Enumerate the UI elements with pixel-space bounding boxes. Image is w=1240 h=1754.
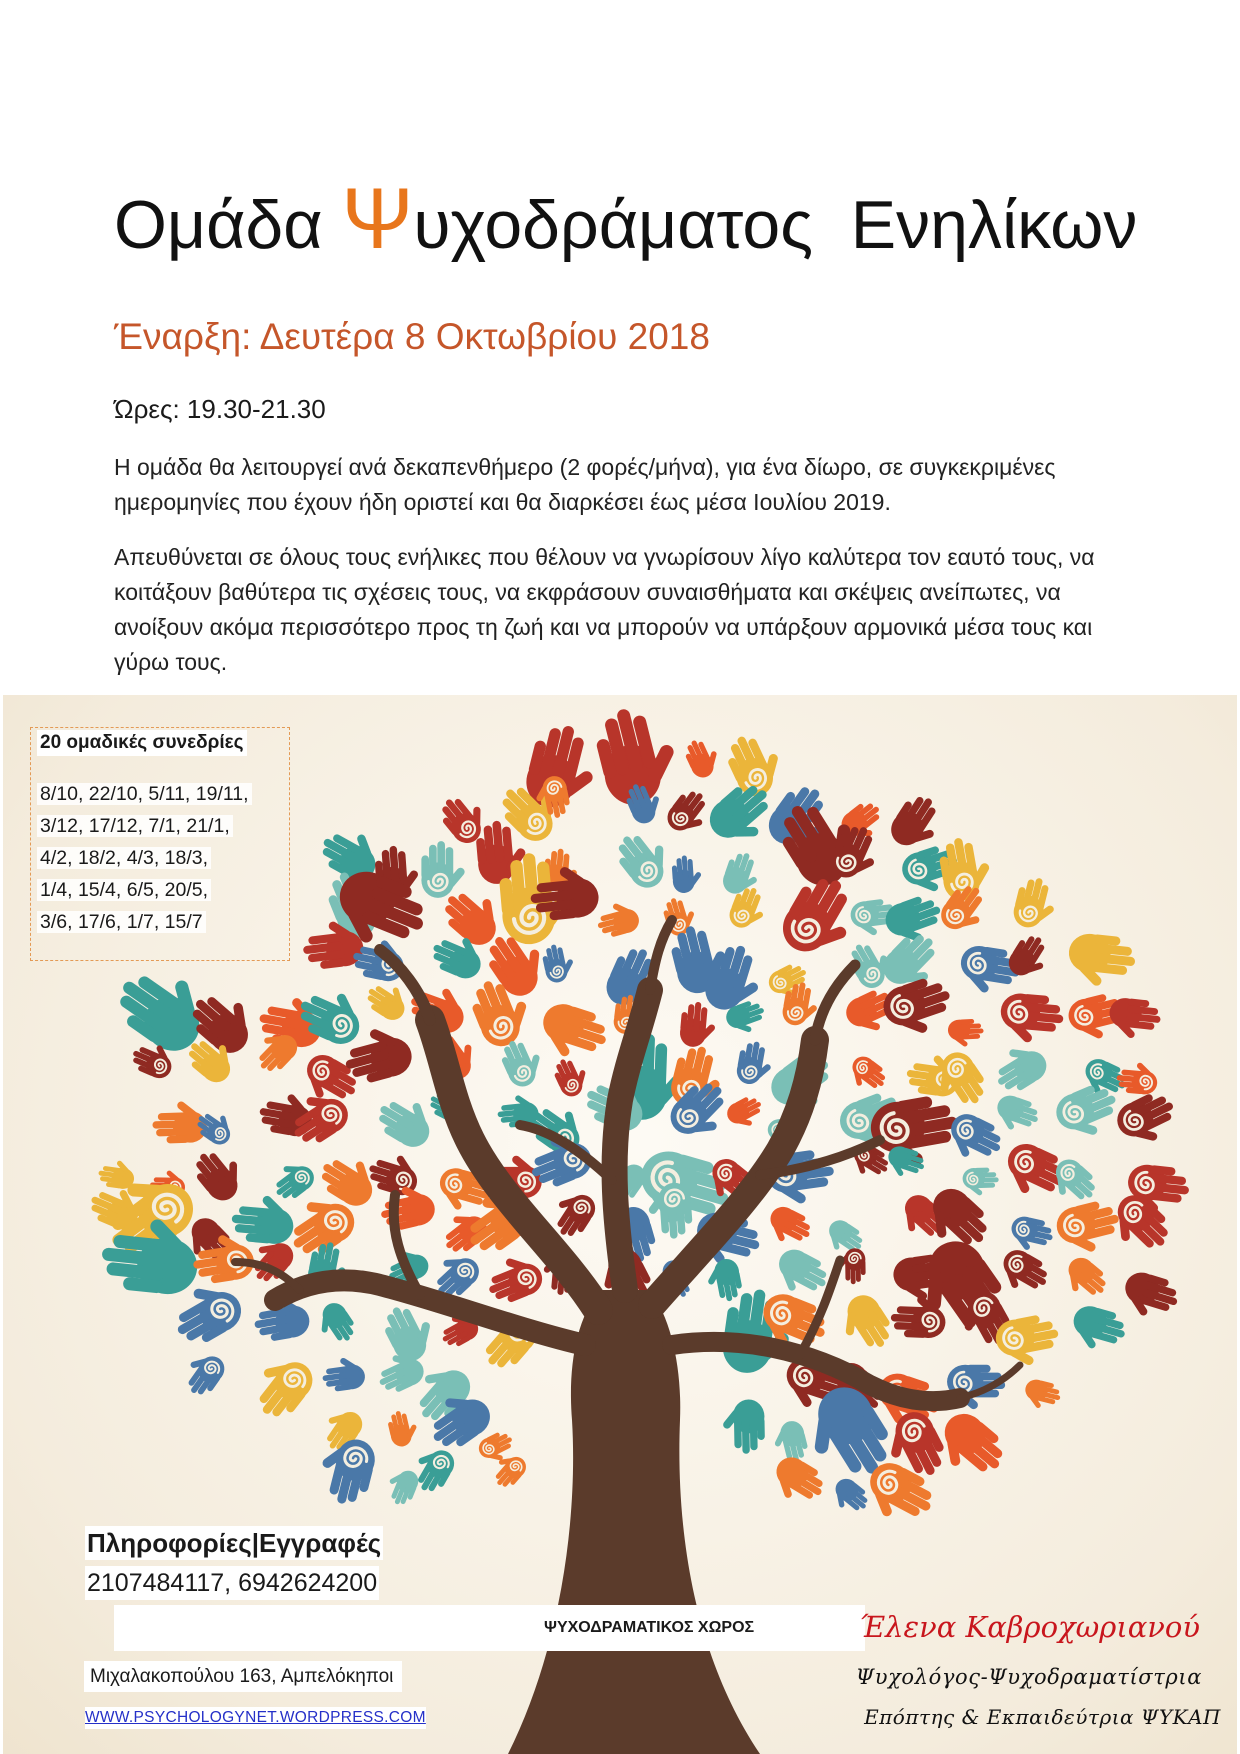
hand-print	[831, 1289, 898, 1360]
hand-print	[1107, 997, 1162, 1043]
title-text-start: Ομάδα	[114, 187, 342, 263]
hand-print	[266, 1154, 319, 1205]
hand-print	[947, 1018, 984, 1048]
presenter-credentials: Επόπτης & Εκπαιδεύτρια ΨΥΚΑΠ	[864, 1705, 1221, 1729]
hand-print	[1115, 1060, 1158, 1096]
session-dates-line	[37, 842, 252, 874]
hand-print	[382, 1465, 422, 1509]
session-dates-line	[37, 874, 252, 906]
hand-print	[540, 941, 577, 984]
hand-print	[1118, 1268, 1182, 1325]
hand-print	[421, 841, 466, 898]
hand-print	[826, 1474, 873, 1520]
paragraph-line: γύρω τους.	[114, 649, 228, 675]
sessions-heading: 20 ομαδικές συνεδρίες	[37, 730, 247, 756]
hand-print	[534, 999, 613, 1069]
hand-print	[993, 1245, 1054, 1302]
venue-label: ΨΥΧΟΔΡΑΜΑΤΙΚΟΣ ΧΩΡΟΣ	[544, 1619, 755, 1636]
paragraph-line: κοιτάξουν βαθύτερα τις σχέσεις τους, να εκφράσουν συναισθήματα και σκέψεις ανείπωτες, να	[114, 579, 1061, 605]
hand-print	[311, 1298, 361, 1350]
hand-print	[320, 1354, 366, 1393]
hand-print	[681, 734, 725, 782]
hand-print	[991, 1092, 1042, 1138]
sessions-box	[30, 727, 290, 961]
hand-print	[998, 992, 1065, 1047]
hand-print	[1053, 1197, 1126, 1260]
hand-print	[723, 1092, 768, 1134]
tree-branch	[815, 965, 855, 1040]
hand-print	[843, 1052, 891, 1098]
hand-print	[550, 1052, 594, 1100]
start-date: Έναρξη: Δευτέρα 8 Οκτωβρίου 2018	[114, 316, 710, 357]
hand-print	[371, 1087, 441, 1154]
hand-print	[679, 1001, 719, 1049]
hand-print	[662, 785, 717, 842]
hand-print	[1066, 932, 1138, 992]
hand-print	[481, 1248, 547, 1308]
hand-print	[152, 1099, 208, 1144]
venue-box	[114, 1605, 865, 1651]
hand-print	[1021, 1377, 1063, 1413]
hand-print	[243, 1347, 320, 1427]
session-dates-text: 4/2, 18/2, 4/3, 18/3,	[37, 847, 211, 869]
hand-print	[192, 1104, 239, 1149]
website-link[interactable]: WWW.PSYCHOLOGYNET.WORDPRESS.COM	[85, 1707, 426, 1729]
session-hours: Ώρες: 19.30-21.30	[114, 394, 326, 424]
hand-print	[703, 1257, 744, 1305]
hand-print	[1057, 1252, 1112, 1306]
title-psi-letter: Ψ	[341, 171, 414, 267]
flyer-title	[114, 171, 1138, 267]
hand-print	[1067, 1302, 1130, 1357]
presenter-role: Ψυχολόγος-Ψυχοδραματίστρια	[855, 1665, 1202, 1689]
sessions-dates	[37, 778, 252, 938]
hand-print	[719, 849, 765, 900]
hand-print	[187, 1140, 252, 1207]
hand-print	[885, 789, 951, 858]
hand-print	[986, 1036, 1052, 1098]
presenter-name: Έλενα Καβροχωριανού	[859, 1610, 1200, 1644]
hand-print	[1010, 874, 1062, 933]
contact-heading: Πληροφορίες|Εγγραφές	[87, 1528, 382, 1558]
hand-print	[386, 1408, 421, 1449]
session-dates-text: 3/12, 17/12, 7/1, 21/1,	[37, 815, 233, 837]
hand-print	[593, 898, 641, 940]
tree-branch	[275, 1280, 585, 1345]
paragraph-line: Η ομάδα θα λειτουργεί ανά δεκαπενθήμερο (2 φορές/μήνα), για ένα δίωρο, σε συγκεκριμένες	[114, 454, 1056, 480]
contact-address: Μιχαλακοπούλου 163, Αμπελόκηποι	[84, 1661, 402, 1692]
hand-print	[962, 1167, 999, 1197]
hand-print	[765, 1452, 830, 1513]
session-dates-text: 8/10, 22/10, 5/11, 19/11,	[37, 783, 252, 805]
hand-print	[762, 1202, 816, 1252]
session-dates-line	[37, 906, 252, 938]
paragraph-line: ημερομηνίες που έχουν ήδη οριστεί και θα διαρκέσει έως μέσα Ιουλίου 2019.	[114, 489, 891, 515]
hand-print	[735, 1039, 776, 1087]
session-dates-text: 1/4, 15/4, 6/5, 20/5,	[37, 879, 211, 901]
tree-branch	[650, 920, 672, 990]
paragraph-line: Απευθύνεται σε όλους τους ενήλικες που θέλουν να γνωρίσουν λίγο καλύτερα τον εαυτό τους, να	[114, 544, 1095, 570]
intro-paragraph-audience	[114, 540, 1095, 680]
session-dates-text: 3/6, 17/6, 1/7, 15/7	[37, 911, 206, 933]
hand-print	[671, 854, 703, 893]
hand-print	[609, 822, 680, 895]
title-text-end: υχοδράματος Ενηλίκων	[413, 187, 1138, 263]
hand-print	[1004, 930, 1057, 985]
intro-paragraph-schedule	[114, 450, 1055, 520]
hand-print	[1007, 1214, 1056, 1256]
hand-print	[878, 972, 959, 1044]
hand-print	[177, 1346, 230, 1401]
contact-phones: 2107484117, 6942624200	[85, 1566, 379, 1600]
tree-trunk	[508, 1290, 760, 1754]
hand-print	[312, 1432, 379, 1509]
paragraph-line: ανοίξουν ακόμα περισσότερο προς τη ζωή και να μπορούν να υπάρξουν αρμονικά μέσα τους και	[114, 614, 1093, 640]
hand-print	[721, 1399, 765, 1454]
session-dates-line	[37, 778, 252, 810]
hand-print	[1111, 1087, 1183, 1154]
hand-print	[230, 1191, 296, 1245]
session-dates-line	[37, 810, 252, 842]
